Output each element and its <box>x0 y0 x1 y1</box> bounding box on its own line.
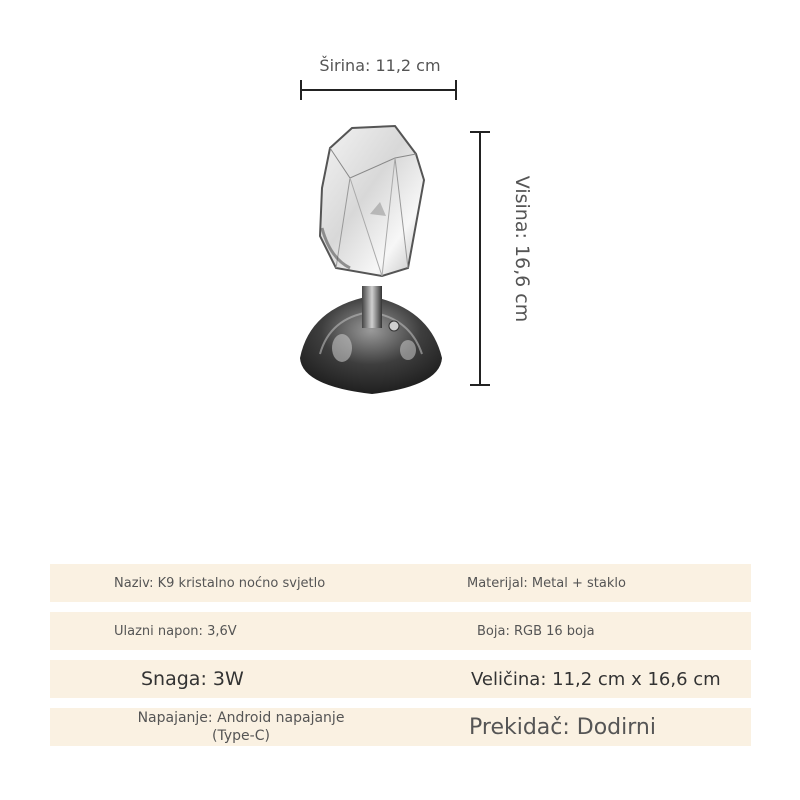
spec-name: Naziv: K9 kristalno noćno svjetlo <box>114 575 326 591</box>
width-dimension-label: Širina: 11,2 cm <box>319 56 441 75</box>
spec-row <box>50 708 751 746</box>
spec-size: Veličina: 11,2 cm x 16,6 cm <box>471 668 721 690</box>
spec-switch: Prekidač: Dodirni <box>469 714 656 740</box>
height-dimension-cap-top <box>470 131 490 133</box>
spec-row <box>50 660 751 698</box>
width-dimension-cap-right <box>455 80 457 100</box>
width-dimension-line <box>300 89 457 91</box>
spec-row <box>50 612 751 650</box>
spec-power-supply-line2: (Type-C) <box>212 728 270 744</box>
width-dimension-cap-left <box>300 80 302 100</box>
spec-input-voltage: Ulazni napon: 3,6V <box>114 623 237 639</box>
spec-power: Snaga: 3W <box>141 668 244 690</box>
crystal-lamp-image <box>290 118 460 398</box>
spec-power-supply-line1: Napajanje: Android napajanje <box>137 710 345 726</box>
spec-color: Boja: RGB 16 boja <box>477 623 595 639</box>
height-dimension-label: Visina: 16,6 cm <box>511 175 533 323</box>
height-dimension-line <box>479 132 481 386</box>
height-dimension-cap-bottom <box>470 384 490 386</box>
spec-power-supply <box>137 708 345 746</box>
spec-material: Materijal: Metal + staklo <box>467 575 626 591</box>
spec-row <box>50 564 751 602</box>
